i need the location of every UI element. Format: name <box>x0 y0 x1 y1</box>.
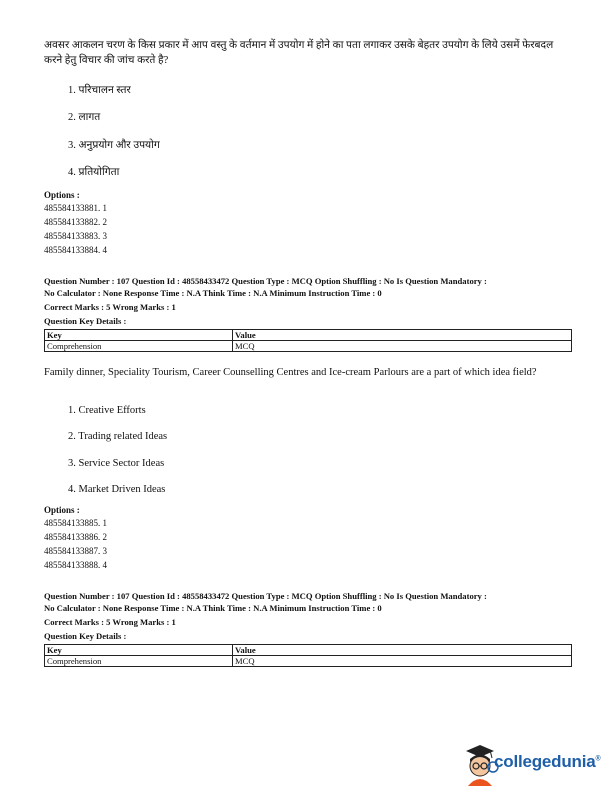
table-header-row <box>45 645 572 656</box>
question-2-option-1: 1. Creative Efforts <box>68 405 146 416</box>
table-row <box>45 656 572 667</box>
question-marks: Correct Marks : 5 Wrong Marks : 1 <box>44 302 176 312</box>
brand-name <box>494 752 600 772</box>
question-1-option-1: 1. परिचालन स्तर <box>68 85 131 96</box>
question-1-option-2: 2. लागत <box>68 112 101 123</box>
table-cell-value: MCQ <box>233 656 572 667</box>
question-2-option-3: 3. Service Sector Ideas <box>68 458 165 469</box>
question-2-option-4: 4. Market Driven Ideas <box>68 484 166 495</box>
question-1-option-4: 4. प्रतियोगिता <box>68 167 120 178</box>
question-1-option-id: 485584133884. 4 <box>44 245 107 255</box>
question-1-option-id: 485584133883. 3 <box>44 231 107 241</box>
table-cell-value: MCQ <box>233 341 572 352</box>
table-header-value: Value <box>233 645 572 656</box>
question-2-options-label: Options : <box>44 505 80 515</box>
question-2-option-id: 485584133888. 4 <box>44 560 107 570</box>
table-header-value: Value <box>233 330 572 341</box>
question-key-details-label: Question Key Details : <box>44 316 127 326</box>
question-1-option-id: 485584133881. 1 <box>44 203 107 213</box>
registered-mark: ® <box>595 755 601 763</box>
question-key-details-label: Question Key Details : <box>44 631 127 641</box>
question-meta-line-1: Question Number : 107 Question Id : 48558433472 Question Type : MCQ Option Shuffling : No Is Question Mandatory : <box>44 591 487 601</box>
question-1-option-3: 3. अनुप्रयोग और उपयोग <box>68 140 160 151</box>
question-2-option-2: 2. Trading related Ideas <box>68 431 168 442</box>
table-header-key: Key <box>45 645 233 656</box>
table-header-key: Key <box>45 330 233 341</box>
question-meta-line-2: No Calculator : None Response Time : N.A Think Time : N.A Minimum Instruction Time : 0 <box>44 603 382 613</box>
question-2-option-id: 485584133885. 1 <box>44 518 107 528</box>
question-key-table <box>44 644 572 667</box>
question-2-text: Family dinner, Speciality Tourism, Career Counselling Centres and Ice-cream Parlours are a part of which idea field? <box>44 367 537 378</box>
table-cell-key: Comprehension <box>45 341 233 352</box>
table-row <box>45 341 572 352</box>
question-key-table <box>44 329 572 352</box>
question-1-option-id: 485584133882. 2 <box>44 217 107 227</box>
question-1-text: अवसर आकलन चरण के किस प्रकार में आप वस्तु के वर्तमान में उपयोग में होने का पता लगाकर उसके बेहतर उपयोग के लिये उसमें फेरबदल करने हेतु विचार की जांच करते है? <box>44 40 554 66</box>
question-2-option-id: 485584133887. 3 <box>44 546 107 556</box>
table-cell-key: Comprehension <box>45 656 233 667</box>
question-2-option-id: 485584133886. 2 <box>44 532 107 542</box>
question-marks: Correct Marks : 5 Wrong Marks : 1 <box>44 617 176 627</box>
question-meta-line-1: Question Number : 107 Question Id : 48558433472 Question Type : MCQ Option Shuffling : No Is Question Mandatory : <box>44 276 487 286</box>
question-meta-line-2: No Calculator : None Response Time : N.A Think Time : N.A Minimum Instruction Time : 0 <box>44 288 382 298</box>
brand-name-text: collegedunia <box>494 752 596 771</box>
table-header-row <box>45 330 572 341</box>
question-1-options-label: Options : <box>44 190 80 200</box>
